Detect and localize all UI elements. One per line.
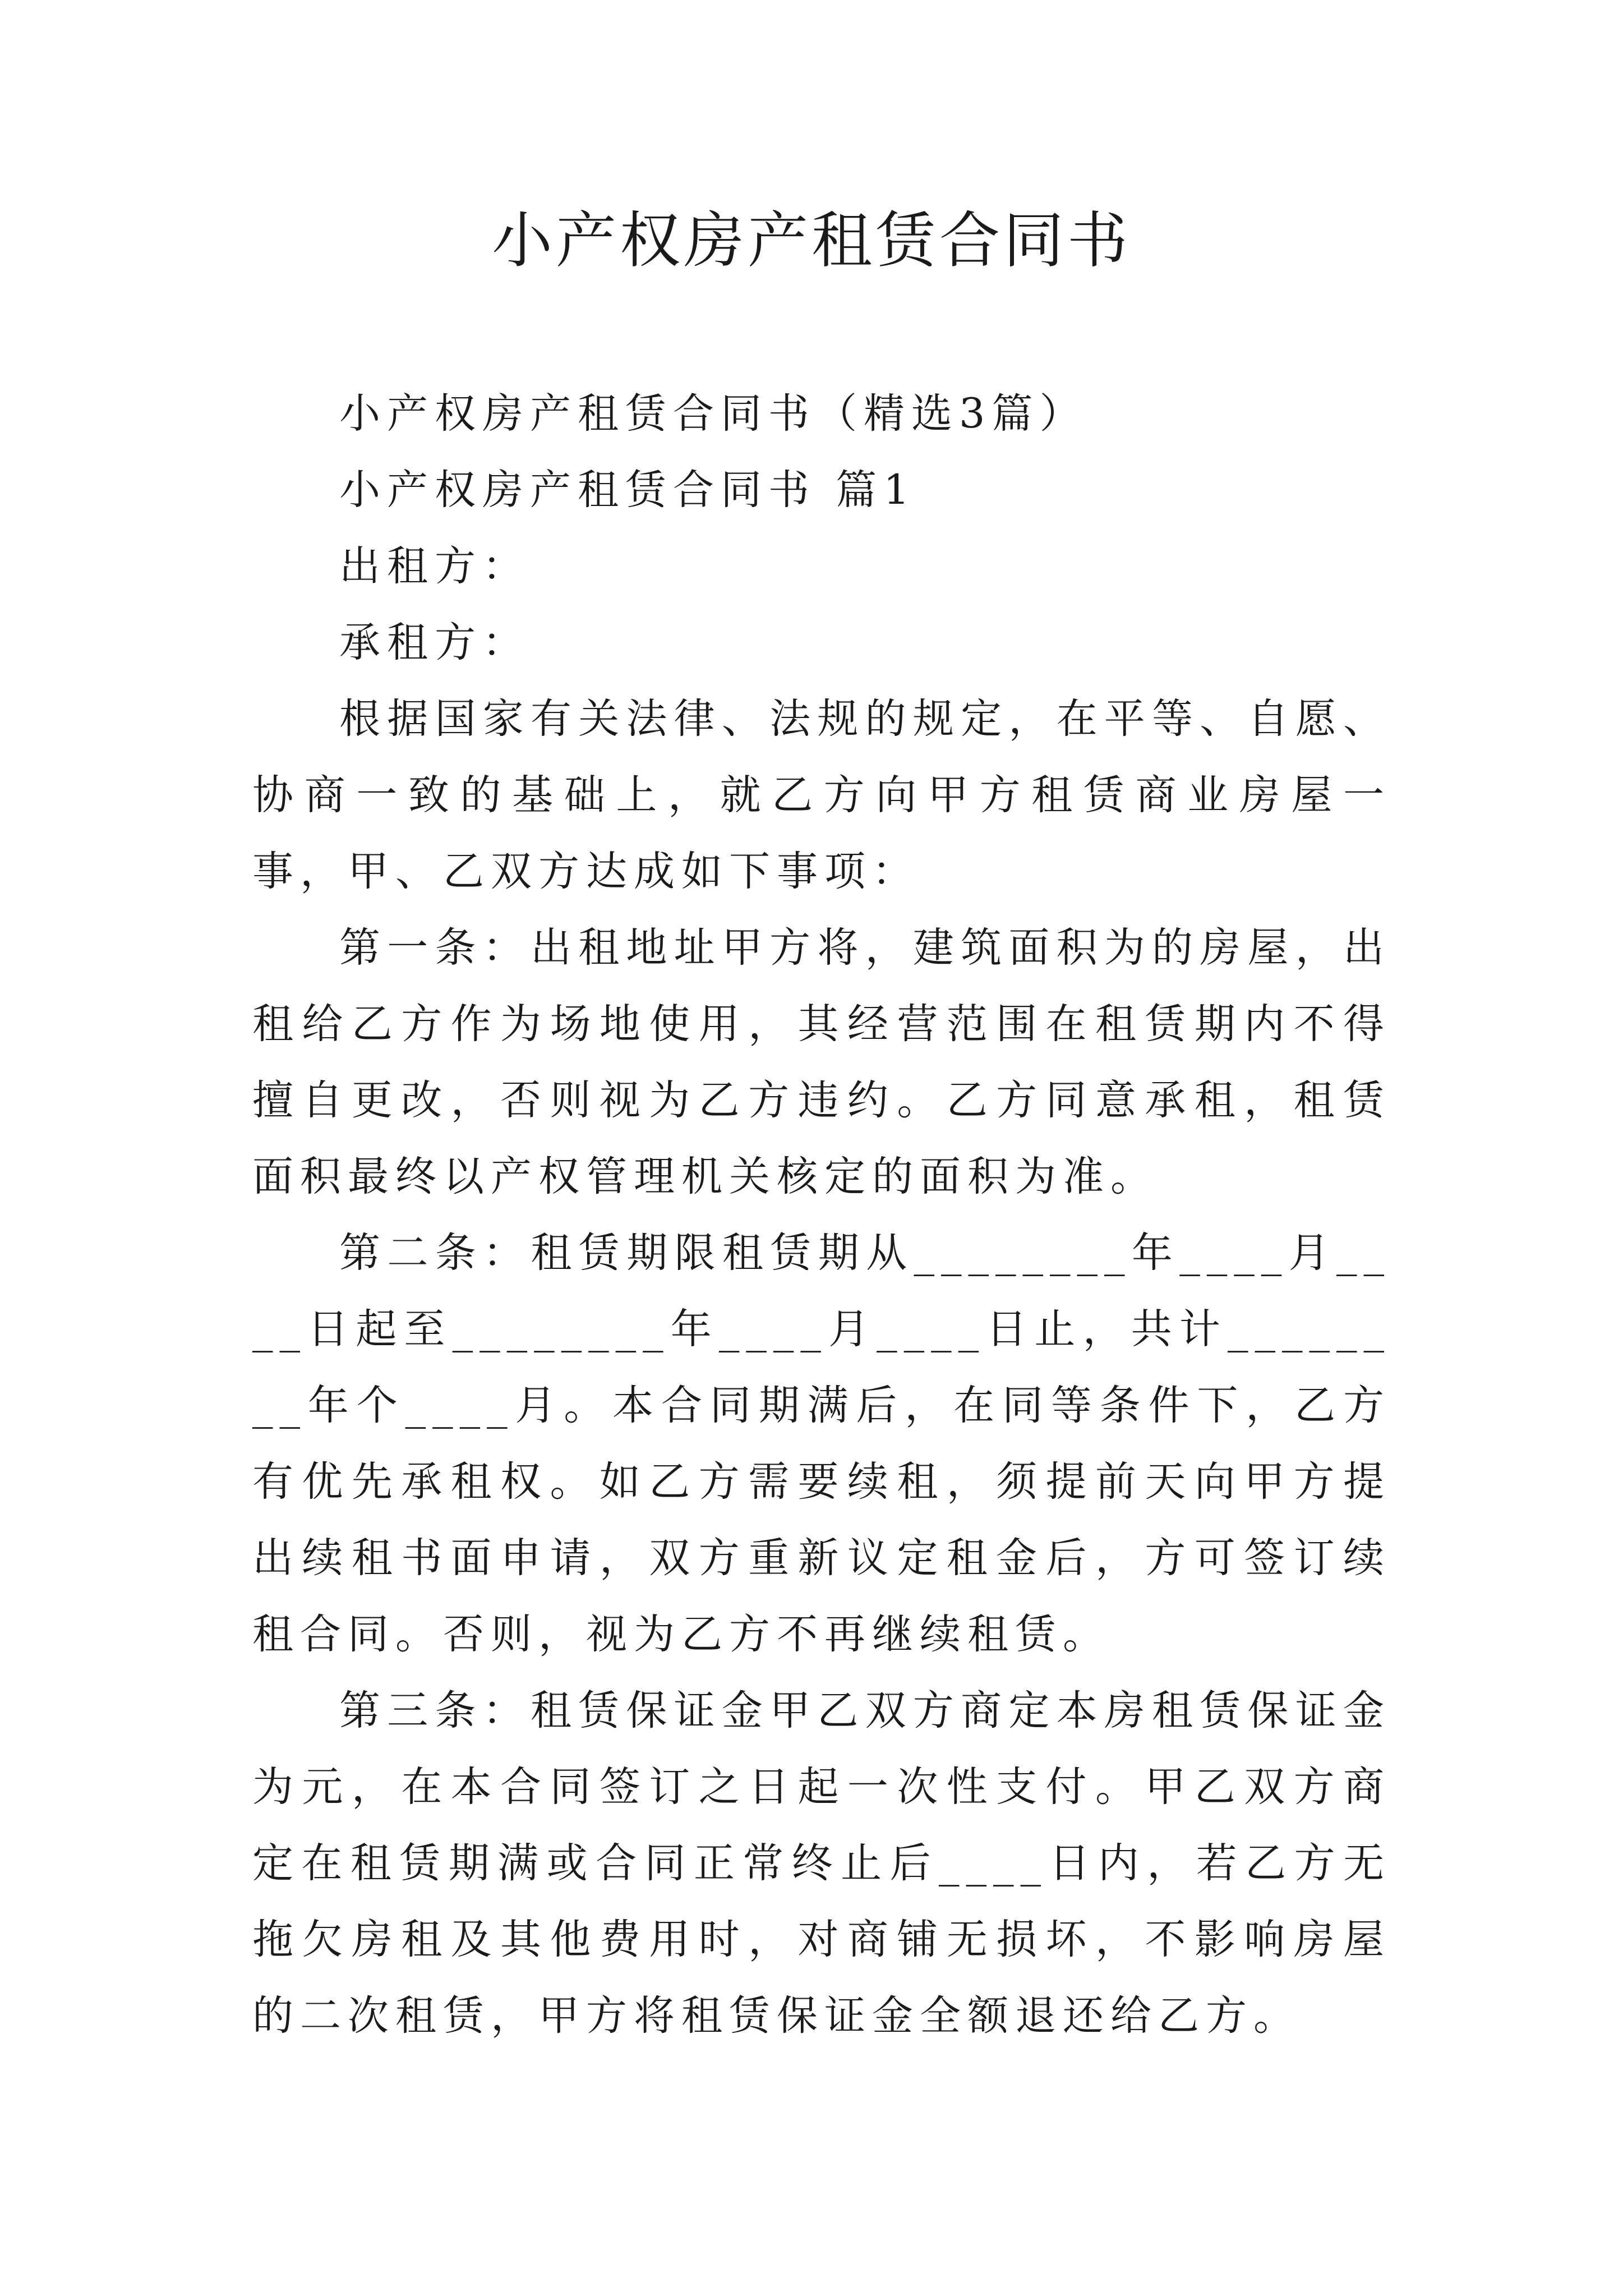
subtitle-selection: 小产权房产租赁合同书（精选3篇） <box>339 390 1087 438</box>
article-1-paragraph: 第一条：出租地址甲方将，建筑面积为的房屋，出租给乙方作为场地使用，其经营范围在租赁期内不得擅自更改，否则视为乙方违约。乙方同意承租，租赁面积最终以产权管理机关核定的面积为准。 <box>252 924 1391 1200</box>
preamble-paragraph: 根据国家有关法律、法规的规定，在平等、自愿、协商一致的基础上，就乙方向甲方租赁商业房屋一事，甲、乙双方达成如下事项： <box>252 695 1391 895</box>
lessee-line: 承租方： <box>339 619 530 666</box>
document-body <box>252 376 1391 2054</box>
article-3-paragraph: 第三条：租赁保证金甲乙双方商定本房租赁保证金为元，在本合同签订之日起一次性支付。甲乙双方商定在租赁期满或合同正常终止后____日内，若乙方无拖欠房租及其他费用时，对商铺无损坏，不影响房屋的二次租赁，甲方将租赁保证金全额退还给乙方。 <box>252 1687 1391 2040</box>
lessor-line: 出租方： <box>339 542 530 590</box>
section-heading: 小产权房产租赁合同书 篇1 <box>339 466 916 514</box>
document-title: 小产权房产租赁合同书 <box>491 206 1131 276</box>
article-2-paragraph: 第二条：租赁期限租赁期从________年____月____日起至________年____月____日止，共计________年个____月。本合同期满后，在同等条件下，乙方有优先承租权。如乙方需要续租，须提前天向甲方提出续租书面申请，双方重新议定租金后，方可签订续租合同。否则，视为乙方不再继续租赁。 <box>252 1229 1391 1658</box>
